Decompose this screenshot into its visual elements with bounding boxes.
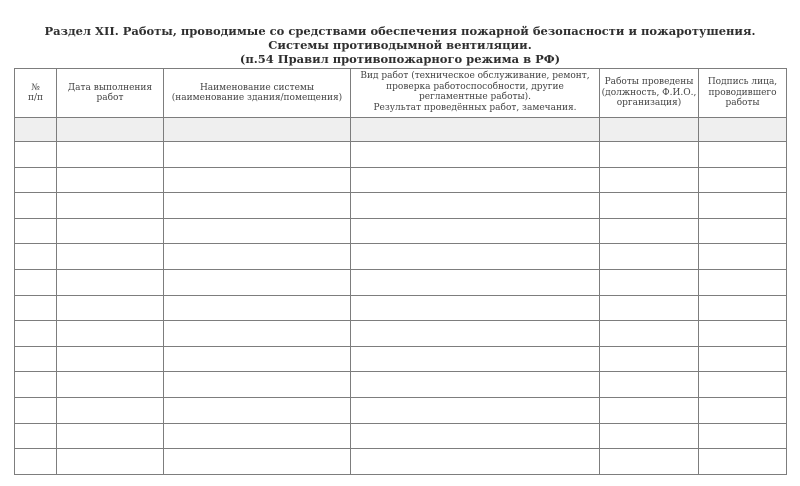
cell-system-name[interactable]	[164, 423, 351, 449]
cell-date[interactable]	[57, 397, 164, 423]
cell-date[interactable]	[57, 118, 164, 142]
header-number	[15, 69, 57, 118]
cell-signature[interactable]	[699, 372, 787, 398]
table-row	[15, 346, 787, 372]
cell-date[interactable]	[57, 142, 164, 168]
header-system-name	[164, 69, 351, 118]
cell-performed-by[interactable]	[600, 193, 699, 219]
cell-system-name[interactable]	[164, 346, 351, 372]
cell-work-type[interactable]	[351, 321, 600, 347]
cell-date[interactable]	[57, 321, 164, 347]
cell-performed-by[interactable]	[600, 244, 699, 270]
cell-number[interactable]	[15, 449, 57, 475]
journal-table	[14, 68, 787, 475]
cell-date[interactable]	[57, 346, 164, 372]
cell-system-name[interactable]	[164, 397, 351, 423]
cell-number[interactable]	[15, 193, 57, 219]
header-work-type	[351, 69, 600, 118]
table-row	[15, 423, 787, 449]
cell-number[interactable]	[15, 397, 57, 423]
cell-performed-by[interactable]	[600, 372, 699, 398]
table-row	[15, 167, 787, 193]
cell-signature[interactable]	[699, 193, 787, 219]
cell-performed-by[interactable]	[600, 346, 699, 372]
table-row	[15, 193, 787, 219]
cell-work-type[interactable]	[351, 244, 600, 270]
cell-performed-by[interactable]	[600, 118, 699, 142]
cell-date[interactable]	[57, 449, 164, 475]
cell-performed-by[interactable]	[600, 449, 699, 475]
section-title	[0, 24, 800, 66]
cell-number[interactable]	[15, 218, 57, 244]
table-row	[15, 218, 787, 244]
cell-work-type[interactable]	[351, 142, 600, 168]
header-date-line-2: работ	[96, 93, 124, 103]
header-signature-line-1: Подпись лица, проводившего работы	[707, 77, 778, 109]
table-row	[15, 118, 787, 142]
cell-date[interactable]	[57, 218, 164, 244]
cell-signature[interactable]	[699, 142, 787, 168]
section-title-line-1: Раздел XII. Работы, проводимые со средствами обеспечения пожарной безопасности и пожаротушения.	[44, 24, 756, 38]
cell-performed-by[interactable]	[600, 423, 699, 449]
cell-system-name[interactable]	[164, 372, 351, 398]
cell-system-name[interactable]	[164, 449, 351, 475]
cell-date[interactable]	[57, 244, 164, 270]
cell-performed-by[interactable]	[600, 397, 699, 423]
cell-system-name[interactable]	[164, 321, 351, 347]
cell-number[interactable]	[15, 346, 57, 372]
section-title-line-2: Системы противодымной вентиляции.	[268, 38, 532, 52]
cell-performed-by[interactable]	[600, 321, 699, 347]
header-signature	[699, 69, 787, 118]
cell-work-type[interactable]	[351, 372, 600, 398]
cell-signature[interactable]	[699, 321, 787, 347]
cell-signature[interactable]	[699, 449, 787, 475]
header-work-type-line-1: Вид работ (техническое обслуживание, ремонт, проверка работоспособности, другие регламентные работы).	[360, 71, 590, 102]
table-row	[15, 244, 787, 270]
cell-system-name[interactable]	[164, 167, 351, 193]
cell-system-name[interactable]	[164, 193, 351, 219]
cell-work-type[interactable]	[351, 423, 600, 449]
cell-signature[interactable]	[699, 244, 787, 270]
table-header-row	[15, 69, 787, 118]
section-title-line-3: (п.54 Правил противопожарного режима в РФ)	[239, 52, 561, 66]
cell-number[interactable]	[15, 118, 57, 142]
cell-work-type[interactable]	[351, 193, 600, 219]
cell-work-type[interactable]	[351, 449, 600, 475]
table-row	[15, 372, 787, 398]
cell-system-name[interactable]	[164, 218, 351, 244]
cell-work-type[interactable]	[351, 118, 600, 142]
cell-performed-by[interactable]	[600, 269, 699, 295]
cell-work-type[interactable]	[351, 346, 600, 372]
cell-number[interactable]	[15, 423, 57, 449]
header-date-line-1: Дата выполнения	[67, 82, 153, 93]
cell-signature[interactable]	[699, 269, 787, 295]
cell-work-type[interactable]	[351, 397, 600, 423]
cell-date[interactable]	[57, 423, 164, 449]
cell-system-name[interactable]	[164, 295, 351, 321]
cell-number[interactable]	[15, 269, 57, 295]
cell-work-type[interactable]	[351, 218, 600, 244]
cell-work-type[interactable]	[351, 295, 600, 321]
table-row	[15, 142, 787, 168]
header-number-line-2: п/п	[27, 93, 44, 103]
header-system-name-line-1: Наименование системы	[199, 82, 315, 93]
cell-date[interactable]	[57, 167, 164, 193]
cell-number[interactable]	[15, 321, 57, 347]
header-performed-by-line-1: Работы проведены (должность, Ф.И.О., организация)	[601, 77, 697, 109]
cell-signature[interactable]	[699, 346, 787, 372]
header-performed-by	[600, 69, 699, 118]
cell-number[interactable]	[15, 142, 57, 168]
cell-performed-by[interactable]	[600, 295, 699, 321]
cell-date[interactable]	[57, 295, 164, 321]
cell-date[interactable]	[57, 372, 164, 398]
cell-system-name[interactable]	[164, 142, 351, 168]
cell-date[interactable]	[57, 269, 164, 295]
cell-performed-by[interactable]	[600, 142, 699, 168]
table-row	[15, 321, 787, 347]
cell-work-type[interactable]	[351, 167, 600, 193]
table-row	[15, 397, 787, 423]
header-number-line-1: №	[31, 82, 40, 93]
cell-number[interactable]	[15, 244, 57, 270]
cell-signature[interactable]	[699, 218, 787, 244]
cell-work-type[interactable]	[351, 269, 600, 295]
table-body	[15, 118, 787, 475]
header-work-type-line-2: Результат проведённых работ, замечания.	[373, 102, 577, 113]
table-row	[15, 449, 787, 475]
cell-number[interactable]	[15, 167, 57, 193]
cell-system-name[interactable]	[164, 118, 351, 142]
cell-signature[interactable]	[699, 167, 787, 193]
cell-signature[interactable]	[699, 118, 787, 142]
table-row	[15, 295, 787, 321]
cell-signature[interactable]	[699, 423, 787, 449]
header-system-name-line-2: (наименование здания/помещения)	[171, 93, 343, 103]
cell-signature[interactable]	[699, 295, 787, 321]
header-date	[57, 69, 164, 118]
cell-signature[interactable]	[699, 397, 787, 423]
cell-performed-by[interactable]	[600, 218, 699, 244]
cell-number[interactable]	[15, 295, 57, 321]
cell-system-name[interactable]	[164, 269, 351, 295]
cell-performed-by[interactable]	[600, 167, 699, 193]
cell-system-name[interactable]	[164, 244, 351, 270]
table-row	[15, 269, 787, 295]
cell-date[interactable]	[57, 193, 164, 219]
cell-number[interactable]	[15, 372, 57, 398]
